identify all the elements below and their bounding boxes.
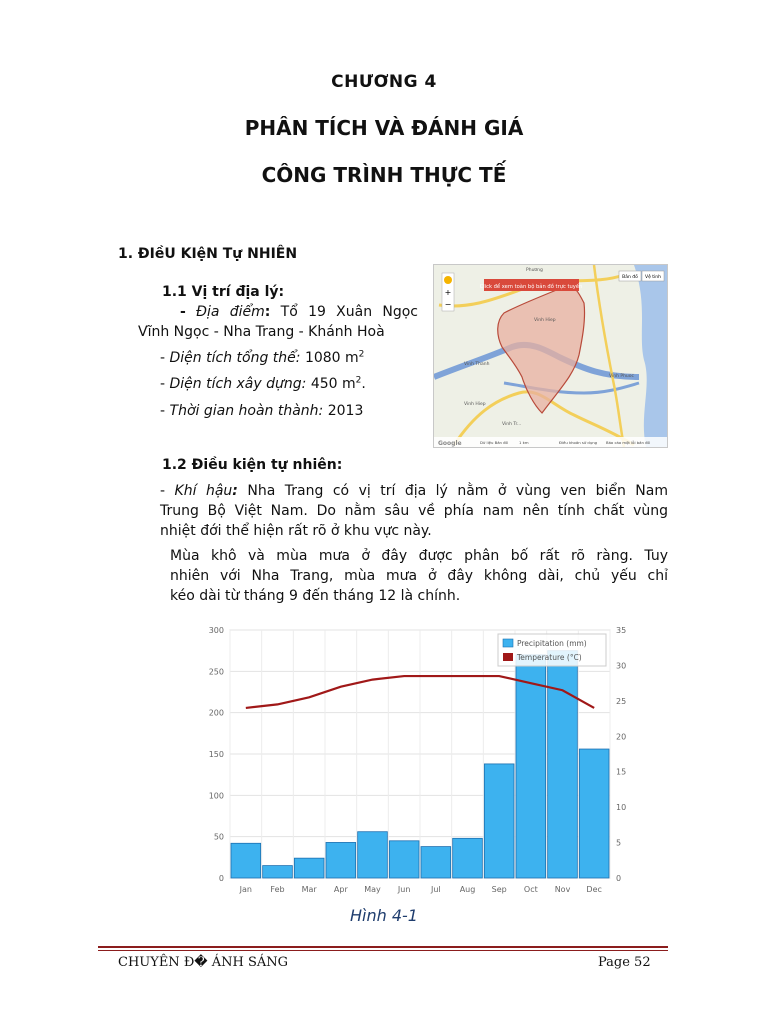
map-place-right: Vinh Phuoc [609,374,635,379]
precipitation-bar [263,866,293,878]
footer-rule-thin [98,950,668,951]
x-tick-label: Sep [491,885,507,894]
zoom-out-icon[interactable]: − [444,300,452,309]
y-right-tick-label: 35 [616,626,627,635]
season-line1-wrap [170,546,668,566]
total-area-value: 1080 m [304,350,359,366]
subsection-heading-location: 1.1 Vị trí địa lý: [162,284,285,300]
map-footer-scale: 1 km [519,440,529,445]
subsection-heading-nature: 1.2 Điều kiện tự nhiên: [162,457,343,473]
legend-swatch-precipitation [503,639,513,647]
chapter-title-line2: CÔNG TRÌNH THỰC TẾ [261,163,507,187]
map-footer-report[interactable]: Báo cáo một lỗi bản đồ [606,440,650,445]
zoom-in-icon[interactable]: + [444,288,452,297]
y-right-tick-label: 20 [616,732,627,742]
x-tick-label: Jul [431,885,441,894]
y-right-tick-label: 30 [616,661,627,671]
x-tick-label: Feb [270,885,285,894]
footer-left-text: CHUYÊN Đ� ÁNH SÁNG [118,955,289,970]
chapter-title-line1: PHÂN TÍCH VÀ ĐÁNH GIÁ [244,116,524,140]
y-left-tick-label: 50 [213,832,224,842]
y-left-tick-label: 300 [208,626,224,635]
y-right-tick-label: 10 [616,803,627,813]
y-left-tick-label: 200 [208,708,224,718]
climate-chart [195,620,645,900]
climate-text1: Nha Trang có vị trí địa lý nằm ở vùng ven biển Nam [247,483,668,499]
map-footer-terms[interactable]: Điều khoản sử dụng [559,440,598,445]
map-place-left1: Vinh Thanh [464,362,490,367]
location-value-a: Tổ 19 Xuân Ngọc [280,304,419,320]
x-tick-label: Apr [333,885,348,894]
figure-caption: Hình 4-1 [350,906,418,925]
map-place-center: Vinh Hiep [534,318,556,323]
satellite-view-button-label[interactable]: Vệ tinh [645,275,661,280]
build-area-line: - Diện tích xây dựng: 450 $m^2$. [160,375,366,392]
climate-paragraph [160,481,668,501]
footer-rule [98,946,668,948]
bullet-dash: - [180,304,186,320]
location-colon: : [264,304,271,320]
season-line2-wrap [170,566,668,586]
precipitation-bar [326,842,356,878]
climate-line3: nhiệt đới thể hiện rất rõ ở khu vực này. [160,523,432,539]
finish-label: Thời gian hoàn thành: [169,403,324,419]
x-tick-label: Aug [459,885,476,894]
y-left-tick-label: 100 [208,791,224,801]
x-tick-label: Nov [554,885,571,894]
total-area-sup: 2 [358,349,365,360]
map-footer-data: Dữ liệu Bản đồ [480,440,508,445]
location-label: Địa điểm [196,304,265,320]
legend-label-temperature: Temperature (°C) [517,653,582,662]
map-view-button-label[interactable]: Bản đồ [622,275,638,280]
x-tick-label: May [364,885,381,894]
precipitation-bar [579,749,609,878]
total-area-line: - Diện tích tổng thể: 1080 $m^2$ [160,349,365,366]
legend-label-precipitation: Precipitation (mm) [517,639,587,648]
x-tick-label: Dec [586,885,602,894]
map-logo: Google [438,440,462,447]
precipitation-bar [231,843,261,878]
y-right-tick-label: 15 [616,767,627,777]
x-tick-label: Mar [301,885,317,894]
precipitation-bar [389,841,419,878]
build-area-value: 450 m [310,376,356,392]
build-area-sup: 2 [355,375,362,386]
y-left-tick-label: 150 [208,750,224,759]
climate-label: Khí hậu [174,483,233,499]
map-canvas [434,265,667,447]
map-place-bottom: Vinh Tr... [502,422,522,427]
season-line1: Mùa khô và mùa mưa ở đây được phân bố rất rõ ràng. Tuy [170,548,668,564]
y-left-tick-label: 250 [208,667,224,677]
precipitation-bar [358,832,388,878]
chapter-label: CHƯƠNG 4 [331,72,437,92]
total-area-label: Diện tích tổng thể: [169,350,301,366]
pegman-icon[interactable] [444,276,452,284]
climate-line2-wrap [160,501,668,521]
y-left-tick-label: 0 [218,874,224,883]
y-right-tick-label: 5 [616,838,622,848]
season-line2: nhiên với Nha Trang, mùa mưa ở đây không dài, chủ yếu chỉ [170,568,668,584]
precipitation-bar [294,858,324,878]
y-right-tick-label: 0 [616,874,622,883]
finish-value: 2013 [327,403,364,419]
precipitation-bar [484,764,514,878]
map-banner-text[interactable]: Click để xem toàn bộ bản đồ trực tuyến [479,284,583,290]
precipitation-bar [421,847,451,878]
legend-swatch-temperature [503,653,513,661]
build-area-label: Diện tích xây dựng: [169,376,307,392]
x-tick-label: Jan [239,885,253,894]
map-place-top: Phương [526,268,543,273]
y-right-tick-label: 25 [616,696,627,706]
climate-line2: Trung Bộ Việt Nam. Do nằm sâu về phía nam nên tính chất vùng [160,503,668,519]
finish-line: - Thời gian hoàn thành: 2013 [160,403,364,419]
climate-line1: - Khí hậu: Nha Trang có vị trí địa lý nằm ở vùng ven biển Nam [160,483,668,499]
location-map[interactable] [433,264,668,448]
section-heading: 1. ĐIềU KIệN Tự NHIÊN [118,246,298,262]
location-value-b: Vĩnh Ngọc - Nha Trang - Khánh Hoà [138,324,385,340]
location-line1 [180,302,418,322]
precipitation-bar [453,838,483,878]
map-place-left2: Vinh Hiep [464,402,486,407]
season-line3: kéo dài từ tháng 9 đến tháng 12 là chính. [170,588,461,604]
precipitation-bar [548,651,578,878]
x-tick-label: Jun [397,885,411,894]
x-tick-label: Oct [523,885,538,894]
page-number: Page 52 [598,955,651,970]
precipitation-bar [516,655,546,878]
